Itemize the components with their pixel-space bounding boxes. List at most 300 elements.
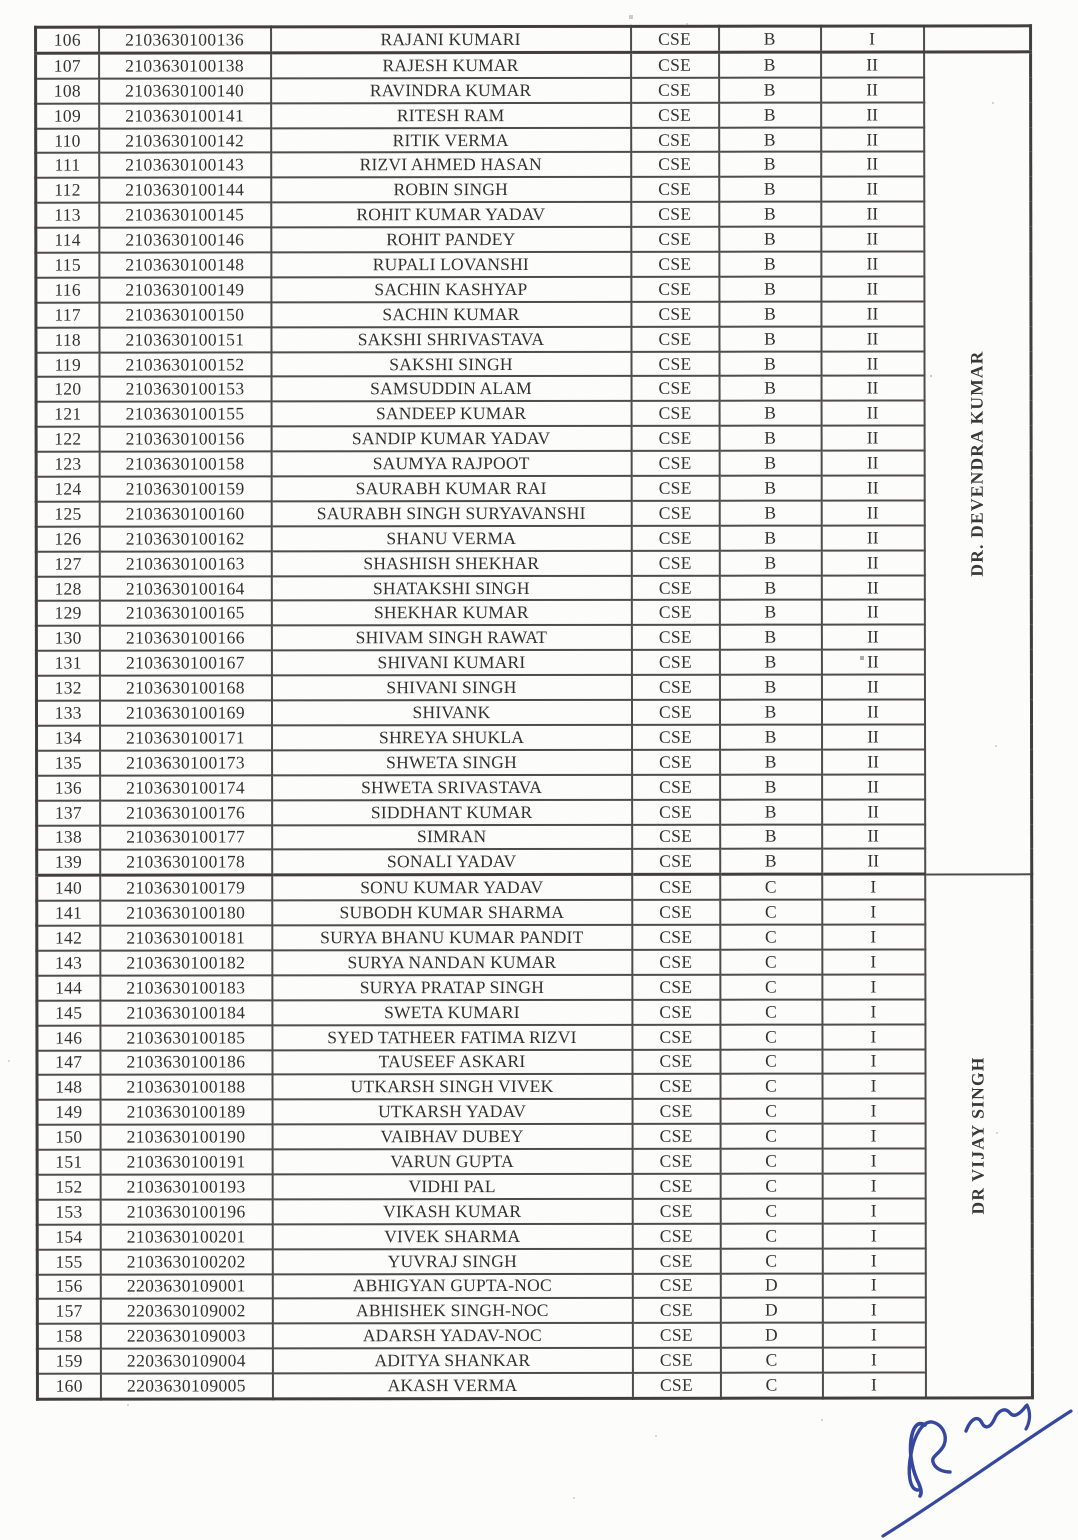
mentor-name: DR VIJAY SINGH: [967, 1056, 988, 1215]
cell-branch: CSE: [632, 725, 720, 750]
cell-branch: CSE: [632, 1248, 720, 1273]
cell-sno: 157: [37, 1299, 100, 1324]
table-row: [37, 799, 1032, 825]
cell-sno: 150: [37, 1125, 100, 1150]
cell-name: ABHIGYAN GUPTA-NOC: [272, 1273, 632, 1298]
cell-group: II: [821, 102, 924, 127]
cell-name: SHASHISH SHEKHAR: [271, 551, 631, 576]
cell-name: UTKARSH YADAV: [272, 1099, 632, 1124]
cell-branch: CSE: [632, 750, 720, 775]
cell-name: VIVEK SHARMA: [272, 1224, 632, 1249]
cell-name: SURYA PRATAP SINGH: [272, 975, 632, 1000]
cell-name: VARUN GUPTA: [272, 1149, 632, 1174]
cell-group: II: [821, 351, 924, 376]
cell-sno: 147: [37, 1050, 100, 1075]
cell-roll: 2103630100166: [99, 626, 271, 651]
cell-group: II: [821, 700, 924, 725]
table-row: [36, 152, 1031, 178]
cell-sno: 139: [37, 850, 100, 875]
table-row: [37, 1074, 1032, 1100]
cell-section: C: [720, 1124, 822, 1149]
table-row: [37, 749, 1032, 775]
cell-name: SYED TATHEER FATIMA RIZVI: [272, 1024, 632, 1049]
cell-sno: 160: [37, 1374, 100, 1399]
table-row: [37, 774, 1032, 800]
cell-name: RAJESH KUMAR: [271, 52, 631, 78]
cell-section: B: [720, 849, 822, 875]
cell-branch: CSE: [632, 900, 720, 925]
cell-name: VIDHI PAL: [272, 1174, 632, 1199]
table-row: [37, 1323, 1032, 1349]
cell-name: SAKSHI SINGH: [271, 351, 631, 376]
cell-branch: CSE: [632, 849, 720, 875]
cell-group: II: [821, 301, 924, 326]
cell-branch: CSE: [632, 999, 720, 1024]
cell-name: RAVINDRA KUMAR: [271, 78, 631, 103]
table-row: [36, 650, 1031, 676]
cell-section: B: [719, 26, 821, 52]
cell-section: B: [719, 77, 821, 102]
cell-branch: CSE: [631, 451, 719, 476]
cell-group: II: [822, 774, 925, 799]
cell-branch: CSE: [631, 277, 719, 302]
cell-branch: CSE: [631, 600, 719, 625]
signature-ink: [873, 1390, 1078, 1540]
cell-roll: 2103630100158: [99, 452, 271, 477]
cell-sno: 153: [37, 1199, 100, 1224]
cell-group: II: [821, 600, 924, 625]
cell-branch: CSE: [632, 1024, 720, 1049]
cell-sno: 108: [36, 78, 99, 103]
cell-sno: 122: [36, 427, 99, 452]
cell-branch: CSE: [632, 1174, 720, 1199]
cell-name: VIKASH KUMAR: [272, 1199, 632, 1224]
cell-name: YUVRAJ SINGH: [272, 1249, 632, 1274]
cell-branch: CSE: [632, 875, 720, 901]
cell-section: B: [719, 351, 821, 376]
cell-roll: 2103630100159: [99, 476, 271, 501]
cell-roll: 2103630100140: [99, 78, 271, 103]
table-row: [37, 949, 1032, 975]
cell-roll: 2103630100188: [100, 1075, 272, 1100]
cell-branch: CSE: [631, 376, 719, 401]
cell-section: B: [719, 575, 821, 600]
cell-roll: 2103630100151: [99, 327, 271, 352]
table-row: [36, 301, 1031, 327]
cell-sno: 151: [37, 1150, 100, 1175]
cell-name: SHIVANI SINGH: [271, 675, 631, 700]
cell-name: SACHIN KUMAR: [271, 302, 631, 327]
cell-branch: CSE: [631, 650, 719, 675]
cell-sno: 155: [37, 1249, 100, 1274]
cell-group: II: [821, 575, 924, 600]
cell-roll: 2103630100185: [100, 1025, 272, 1050]
cell-name: ADITYA SHANKAR: [272, 1348, 632, 1373]
cell-sno: 131: [36, 651, 99, 676]
table-row: [37, 1248, 1032, 1274]
cell-group: I: [822, 1248, 925, 1273]
cell-group: I: [822, 1298, 925, 1323]
cell-sno: 125: [36, 502, 99, 527]
cell-section: C: [720, 900, 822, 925]
cell-roll: 2103630100167: [99, 651, 271, 676]
cell-group: II: [821, 550, 924, 575]
cell-name: SHATAKSHI SINGH: [271, 575, 631, 600]
cell-roll: 2103630100179: [100, 875, 272, 901]
cell-roll: 2203630109004: [100, 1349, 272, 1374]
cell-sno: 156: [37, 1274, 100, 1299]
cell-sno: 115: [36, 253, 99, 278]
cell-sno: 145: [37, 1000, 100, 1025]
cell-section: D: [720, 1298, 822, 1323]
cell-branch: CSE: [631, 127, 719, 152]
cell-roll: 2103630100186: [100, 1050, 272, 1075]
cell-sno: 134: [37, 726, 100, 751]
cell-section: C: [720, 1248, 822, 1273]
cell-roll: 2103630100152: [99, 352, 271, 377]
cell-branch: CSE: [631, 52, 719, 78]
cell-group: II: [821, 177, 924, 202]
cell-name: SAKSHI SHRIVASTAVA: [271, 327, 631, 352]
cell-sno: 146: [37, 1025, 100, 1050]
cell-name: SIMRAN: [272, 824, 632, 849]
cell-section: B: [719, 202, 821, 227]
table-row: [36, 326, 1031, 352]
table-row: [37, 924, 1032, 950]
cell-section: C: [720, 925, 822, 950]
cell-name: SONALI YADAV: [272, 849, 632, 875]
cell-sno: 132: [36, 676, 99, 701]
cell-group: II: [822, 824, 925, 849]
cell-branch: CSE: [631, 526, 719, 551]
cell-sno: 120: [36, 377, 99, 402]
cell-sno: 112: [36, 178, 99, 203]
cell-branch: CSE: [631, 302, 719, 327]
cell-section: B: [719, 227, 821, 252]
cell-roll: 2103630100160: [99, 501, 271, 526]
cell-section: C: [720, 1223, 822, 1248]
cell-group: II: [821, 500, 924, 525]
table-row: [36, 575, 1031, 601]
cell-sno: 138: [37, 825, 100, 850]
cell-roll: 2103630100181: [100, 925, 272, 950]
cell-group: I: [822, 1323, 925, 1348]
cell-branch: CSE: [632, 975, 720, 1000]
cell-roll: 2103630100149: [99, 277, 271, 302]
cell-roll: 2103630100184: [100, 1000, 272, 1025]
cell-section: C: [720, 1049, 822, 1074]
table-row: [36, 276, 1031, 302]
cell-branch: CSE: [631, 476, 719, 501]
cell-branch: CSE: [631, 152, 719, 177]
cell-section: B: [719, 277, 821, 302]
cell-roll: 2103630100174: [100, 775, 272, 800]
table-row: [37, 849, 1032, 876]
cell-branch: CSE: [632, 1049, 720, 1074]
cell-name: RIZVI AHMED HASAN: [271, 152, 631, 177]
cell-branch: CSE: [631, 326, 719, 351]
cell-sno: 152: [37, 1175, 100, 1200]
cell-roll: 2103630100191: [100, 1149, 272, 1174]
cell-branch: CSE: [632, 1223, 720, 1248]
cell-name: RITIK VERMA: [271, 127, 631, 152]
cell-roll: 2103630100163: [99, 551, 271, 576]
cell-branch: CSE: [632, 1074, 720, 1099]
cell-roll: 2103630100144: [99, 178, 271, 203]
cell-section: C: [720, 974, 822, 999]
cell-section: B: [719, 550, 821, 575]
cell-group: I: [822, 1124, 925, 1149]
cell-branch: CSE: [631, 700, 719, 725]
cell-group: I: [822, 1149, 925, 1174]
cell-group: II: [821, 251, 924, 276]
cell-branch: CSE: [632, 1348, 720, 1373]
cell-name: SHIVANK: [271, 700, 631, 725]
cell-section: B: [720, 824, 822, 849]
cell-branch: CSE: [632, 774, 720, 799]
cell-group: I: [822, 1099, 925, 1124]
cell-sno: 148: [37, 1075, 100, 1100]
cell-group: II: [822, 749, 925, 774]
table-row: [36, 202, 1031, 228]
table-row: [36, 500, 1031, 526]
table-row: [36, 426, 1031, 452]
cell-sno: 143: [37, 951, 100, 976]
signature-wave-stroke: [966, 1406, 1026, 1431]
cell-group: I: [821, 26, 924, 52]
table-row: [36, 52, 1031, 79]
cell-sno: 154: [37, 1224, 100, 1249]
mentor-cell: [924, 52, 1032, 875]
cell-section: C: [720, 1024, 822, 1049]
cell-group: II: [821, 650, 924, 675]
cell-group: II: [822, 849, 925, 875]
cell-roll: 2203630109002: [100, 1299, 272, 1324]
cell-roll: 2103630100141: [99, 103, 271, 128]
cell-name: SAURABH SINGH SURYAVANSHI: [271, 501, 631, 526]
cell-sno: 141: [37, 901, 100, 926]
cell-branch: CSE: [631, 351, 719, 376]
table-row: [37, 999, 1032, 1025]
cell-roll: 2103630100176: [100, 800, 272, 825]
table-row: [37, 874, 1032, 901]
cell-roll: 2103630100155: [99, 402, 271, 427]
cell-sno: 117: [36, 302, 99, 327]
cell-roll: 2103630100189: [100, 1100, 272, 1125]
cell-roll: 2103630100156: [99, 427, 271, 452]
cell-section: B: [719, 401, 821, 426]
cell-sno: 136: [37, 775, 100, 800]
signature-wave-tail-stroke: [1026, 1405, 1030, 1429]
cell-branch: CSE: [632, 1323, 720, 1348]
cell-section: C: [720, 874, 822, 900]
cell-branch: CSE: [632, 1373, 720, 1399]
cell-name: VAIBHAV DUBEY: [272, 1124, 632, 1149]
cell-section: B: [719, 177, 821, 202]
cell-sno: 128: [36, 576, 99, 601]
cell-sno: 110: [36, 128, 99, 153]
cell-group: I: [822, 1373, 925, 1399]
cell-group: I: [822, 1024, 925, 1049]
cell-name: SAMSUDDIN ALAM: [271, 376, 631, 401]
cell-group: I: [822, 874, 925, 900]
cell-branch: CSE: [632, 925, 720, 950]
cell-branch: CSE: [632, 1199, 720, 1224]
cell-section: B: [719, 102, 821, 127]
cell-section: B: [719, 426, 821, 451]
cell-group: II: [821, 401, 924, 426]
table-row: [37, 899, 1032, 925]
cell-group: I: [822, 925, 925, 950]
cell-group: I: [822, 1173, 925, 1198]
cell-section: B: [719, 476, 821, 501]
cell-group: II: [821, 152, 924, 177]
cell-sno: 121: [36, 402, 99, 427]
cell-section: B: [719, 252, 821, 277]
cell-group: II: [821, 376, 924, 401]
cell-name: SHEKHAR KUMAR: [271, 600, 631, 625]
cell-section: B: [719, 376, 821, 401]
table-row: [36, 450, 1031, 476]
cell-section: B: [720, 774, 822, 799]
cell-section: B: [719, 152, 821, 177]
table-row: [36, 102, 1031, 128]
cell-sno: 127: [36, 551, 99, 576]
cell-name: SHWETA SINGH: [272, 750, 632, 775]
cell-roll: 2103630100183: [100, 975, 272, 1000]
cell-section: B: [720, 749, 822, 774]
cell-sno: 111: [36, 153, 99, 178]
cell-roll: 2103630100148: [99, 252, 271, 277]
cell-section: C: [720, 1373, 822, 1399]
cell-group: I: [822, 1273, 925, 1298]
cell-name: RUPALI LOVANSHI: [271, 252, 631, 277]
cell-section: C: [720, 1174, 822, 1199]
cell-name: UTKARSH SINGH VIVEK: [272, 1074, 632, 1099]
cell-branch: CSE: [632, 1099, 720, 1124]
cell-name: SURYA NANDAN KUMAR: [272, 950, 632, 975]
table-row: [36, 699, 1031, 725]
cell-branch: CSE: [631, 401, 719, 426]
cell-section: B: [719, 525, 821, 550]
cell-roll: 2103630100178: [100, 850, 272, 876]
cell-roll: 2103630100171: [100, 725, 272, 750]
cell-group: II: [821, 127, 924, 152]
cell-branch: CSE: [631, 550, 719, 575]
signature-underline-stroke: [883, 1411, 1071, 1536]
cell-roll: 2103630100196: [100, 1199, 272, 1224]
cell-group: II: [821, 451, 924, 476]
cell-section: B: [719, 675, 821, 700]
cell-section: C: [720, 950, 822, 975]
cell-group: II: [822, 799, 925, 824]
cell-roll: 2103630100138: [99, 53, 271, 79]
cell-branch: CSE: [631, 426, 719, 451]
table-row: [37, 1123, 1032, 1149]
cell-branch: CSE: [631, 675, 719, 700]
cell-name: SHWETA SRIVASTAVA: [272, 775, 632, 800]
cell-sno: 106: [36, 27, 99, 53]
cell-group: I: [822, 974, 925, 999]
cell-section: C: [720, 1198, 822, 1223]
cell-name: ADARSH YADAV-NOC: [272, 1323, 632, 1348]
table-row: [37, 1173, 1032, 1199]
cell-roll: 2103630100173: [100, 750, 272, 775]
cell-roll: 2103630100150: [99, 302, 271, 327]
cell-branch: CSE: [631, 202, 719, 227]
table-row: [36, 674, 1031, 700]
cell-sno: 123: [36, 452, 99, 477]
table-row: [37, 1198, 1032, 1224]
cell-group: I: [822, 1198, 925, 1223]
table-row: [36, 351, 1031, 377]
scan-noise: [0, 0, 2, 2]
cell-roll: 2103630100182: [100, 950, 272, 975]
cell-group: II: [821, 525, 924, 550]
cell-sno: 142: [37, 926, 100, 951]
table-row: [37, 1024, 1032, 1050]
cell-branch: CSE: [632, 799, 720, 824]
mentor-cell: [924, 26, 1031, 52]
table-row: [36, 77, 1031, 103]
cell-section: B: [719, 326, 821, 351]
cell-roll: 2103630100193: [100, 1174, 272, 1199]
cell-section: C: [720, 1348, 822, 1373]
cell-group: I: [822, 1348, 925, 1373]
cell-name: SONU KUMAR YADAV: [272, 875, 632, 901]
cell-section: B: [719, 127, 821, 152]
cell-sno: 113: [36, 203, 99, 228]
mentor-cell: [925, 874, 1033, 1398]
table-row: [37, 1298, 1032, 1324]
cell-sno: 107: [36, 53, 99, 78]
cell-section: B: [720, 725, 822, 750]
cell-sno: 137: [37, 800, 100, 825]
cell-group: I: [822, 900, 925, 925]
cell-branch: CSE: [632, 950, 720, 975]
cell-name: RITESH RAM: [271, 103, 631, 128]
table-row: [36, 127, 1031, 153]
cell-group: II: [821, 77, 924, 102]
cell-name: SHIVAM SINGH RAWAT: [271, 625, 631, 650]
table-row: [37, 824, 1032, 850]
table-row: [36, 376, 1031, 402]
cell-group: II: [821, 625, 924, 650]
cell-name: ROHIT PANDEY: [271, 227, 631, 252]
table-row: [36, 251, 1031, 277]
cell-branch: CSE: [631, 501, 719, 526]
cell-branch: CSE: [632, 1273, 720, 1298]
cell-roll: 2103630100177: [100, 825, 272, 850]
cell-roll: 2103630100165: [99, 601, 271, 626]
cell-roll: 2103630100145: [99, 203, 271, 228]
cell-branch: CSE: [631, 26, 719, 52]
cell-section: B: [719, 501, 821, 526]
table-row: [36, 226, 1031, 252]
cell-group: I: [822, 949, 925, 974]
cell-section: B: [720, 799, 822, 824]
cell-sno: 116: [36, 278, 99, 303]
cell-section: B: [719, 301, 821, 326]
cell-roll: 2103630100201: [100, 1224, 272, 1249]
cell-group: II: [821, 675, 924, 700]
cell-group: I: [822, 1074, 925, 1099]
cell-sno: 140: [37, 875, 100, 900]
cell-roll: 2103630100202: [100, 1249, 272, 1274]
cell-branch: CSE: [631, 575, 719, 600]
cell-branch: CSE: [632, 1149, 720, 1174]
cell-roll: 2103630100146: [99, 227, 271, 252]
